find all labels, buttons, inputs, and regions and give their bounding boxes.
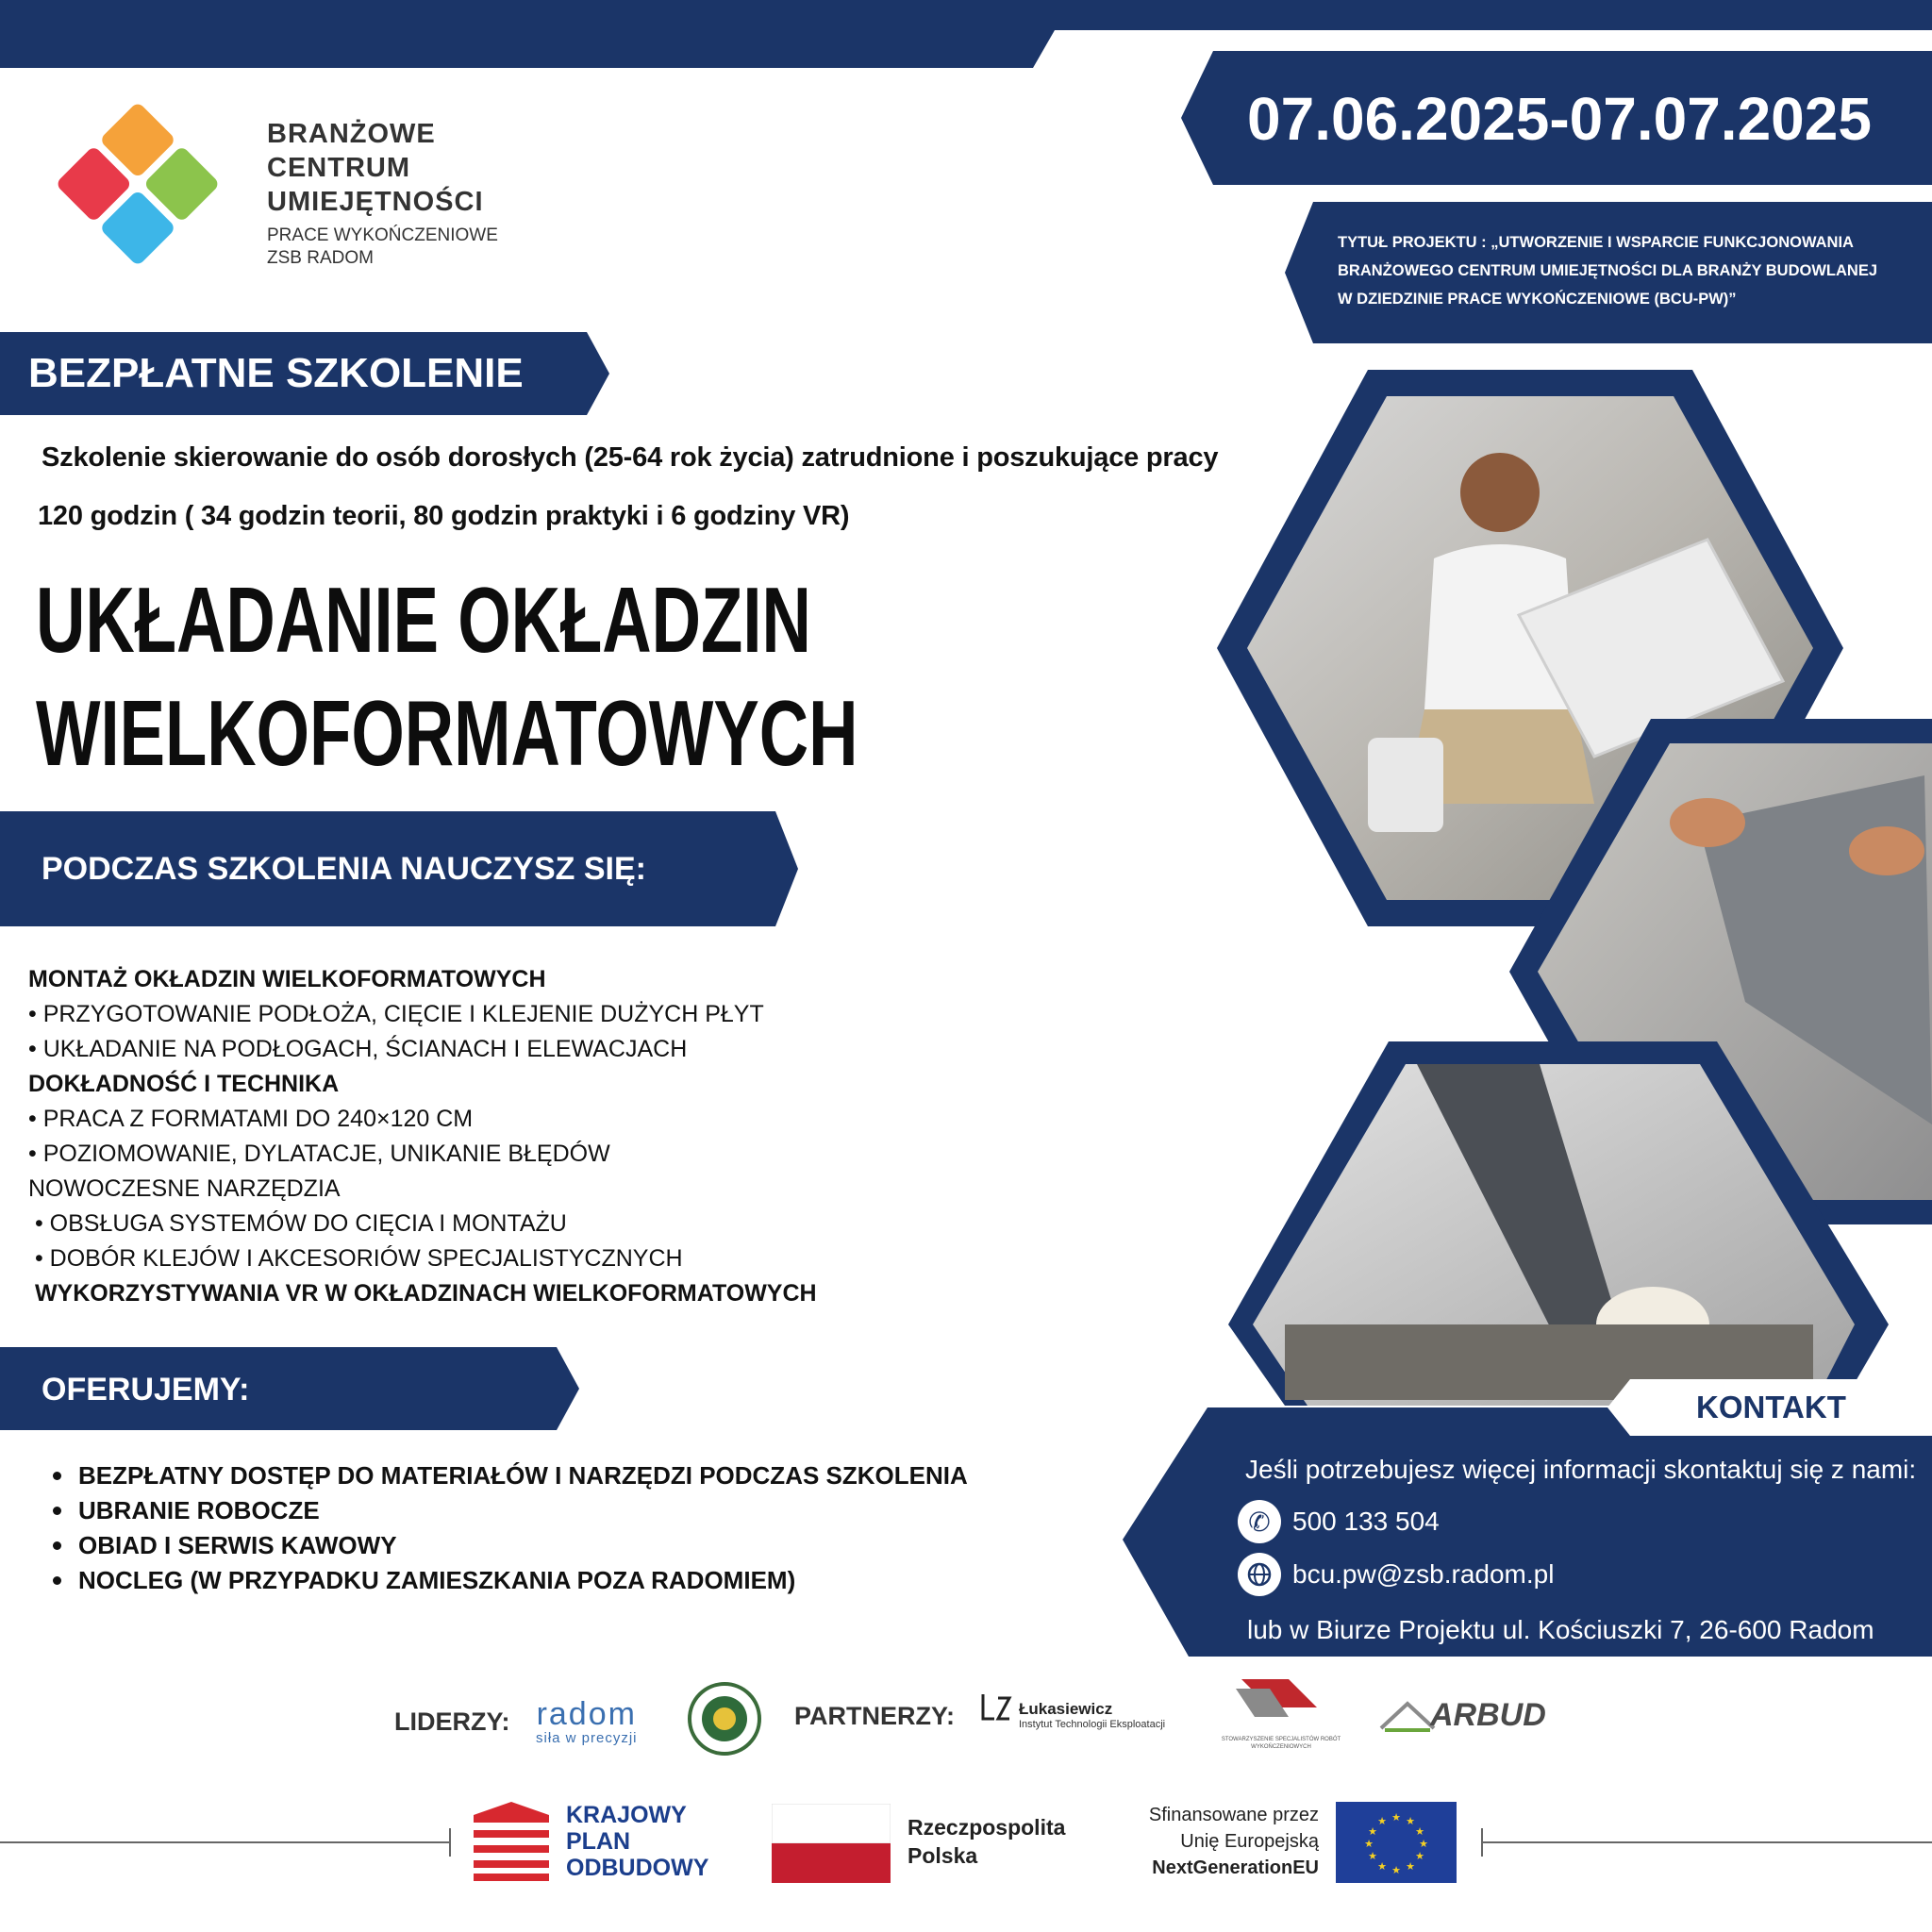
- footer-rule-left: [0, 1841, 449, 1843]
- polish-flag: [772, 1804, 891, 1883]
- svg-text:★: ★: [1406, 1860, 1415, 1873]
- offer-item: [53, 1528, 968, 1563]
- svg-text:★: ★: [1364, 1838, 1374, 1850]
- footer-rule-right-cap: [1481, 1828, 1483, 1857]
- svg-text:★: ★: [1415, 1825, 1424, 1838]
- bullet-icon: [53, 1576, 61, 1585]
- leaders-label: LIDERZY:: [394, 1707, 510, 1736]
- training-dates: 07.06.2025-07.07.2025: [1247, 85, 1872, 153]
- eu-text: [1094, 1802, 1319, 1881]
- ssrw-logo-text: STOWARZYSZENIE SPECJALISTÓW ROBÓT WYKOŃCZENIOWYCH: [1221, 1737, 1341, 1750]
- learn-item: • PRACA Z FORMATAMI DO 240×120 CM: [28, 1106, 474, 1132]
- lukasiewicz-sub: Instytut Technologii Eksploatacji: [1019, 1719, 1166, 1730]
- kpo-line-3: ODBUDOWY: [566, 1855, 709, 1881]
- kpo-logo-mark: [474, 1802, 549, 1881]
- free-training-label: BEZPŁATNE SZKOLENIE: [28, 350, 524, 396]
- contact-header: KONTAKT: [1696, 1390, 1846, 1424]
- house-icon: [1379, 1696, 1436, 1734]
- svg-text:★: ★: [1377, 1815, 1387, 1827]
- svg-text:★: ★: [1391, 1864, 1401, 1876]
- audience-text: Szkolenie skierowanie do osób dorosłych (25-64 rok życia) zatrudnione i poszukujące pracy: [42, 442, 1219, 473]
- learn-item: • POZIOMOWANIE, DYLATACJE, UNIKANIE BŁĘDÓW: [28, 1141, 610, 1167]
- brand-line-2: CENTRUM: [267, 153, 410, 183]
- kpo-line-2: PLAN: [566, 1828, 631, 1855]
- learn-item: • UKŁADANIE NA PODŁOGACH, ŚCIANACH I ELEWACJACH: [28, 1036, 688, 1062]
- svg-text:★: ★: [1368, 1825, 1377, 1838]
- brand-line-3: UMIEJĘTNOŚCI: [267, 187, 484, 217]
- project-title-line-2: BRANŻOWEGO CENTRUM UMIEJĘTNOŚCI DLA BRANŻY BUDOWLANEJ: [1338, 262, 1877, 279]
- learn-item: WYKORZYSTYWANIA VR W OKŁADZINACH WIELKOFORMATOWYCH: [28, 1280, 817, 1307]
- lukasiewicz-icon: [979, 1690, 1013, 1724]
- offer-item-text: UBRANIE ROBOCZE: [78, 1496, 320, 1524]
- arbud-name: ARBUD: [1430, 1696, 1546, 1733]
- svg-text:★: ★: [1419, 1838, 1428, 1850]
- project-title-line-1: TYTUŁ PROJEKTU : „UTWORZENIE I WSPARCIE FUNKCJONOWANIA: [1338, 234, 1854, 251]
- learn-item: • OBSŁUGA SYSTEMÓW DO CIĘCIA I MONTAŻU: [28, 1210, 567, 1237]
- offer-list: [53, 1458, 968, 1598]
- arbud-logo: [1379, 1696, 1546, 1734]
- eu-flag: [1336, 1802, 1457, 1883]
- bullet-icon: [53, 1472, 61, 1480]
- project-title: [1338, 228, 1877, 313]
- learn-item: • DOBÓR KLEJÓW I AKCESORIÓW SPECJALISTYCZNYCH: [28, 1245, 683, 1272]
- kpo-text: [566, 1802, 708, 1881]
- learn-item: NOWOCZESNE NARZĘDZIA: [28, 1175, 341, 1202]
- bcu-logo-mark: [26, 75, 249, 292]
- phone-number[interactable]: 500 133 504: [1292, 1507, 1440, 1536]
- svg-text:★: ★: [1391, 1811, 1401, 1824]
- offer-item-text: NOCLEG (W PRZYPADKU ZAMIESZKANIA POZA RADOMIEM): [78, 1566, 796, 1594]
- eu-line-2: Unię Europejską: [1180, 1831, 1319, 1852]
- learn-list: [28, 962, 817, 1311]
- project-title-line-3: W DZIEDZINIE PRACE WYKOŃCZENIOWE (BCU-PW)”: [1338, 291, 1737, 308]
- lukasiewicz-name: Łukasiewicz: [1019, 1700, 1113, 1718]
- globe-icon: [1238, 1553, 1281, 1596]
- bullet-icon: [53, 1507, 61, 1515]
- footer-rule-right: [1483, 1841, 1932, 1843]
- contact-intro: Jeśli potrzebujesz więcej informacji skontaktuj się z nami:: [1245, 1455, 1917, 1484]
- course-title-line-2: WIELKOFORMATOWYCH: [36, 681, 858, 785]
- learn-item: DOKŁADNOŚĆ I TECHNIKA: [28, 1071, 340, 1097]
- kpo-line-1: KRAJOWY: [566, 1802, 687, 1828]
- svg-text:★: ★: [1368, 1850, 1377, 1862]
- contact-address: lub w Biurze Projektu ul. Kościuszki 7, 26-600 Radom: [1247, 1615, 1874, 1644]
- offer-item: [53, 1458, 968, 1493]
- brand-line-5: ZSB RADOM: [267, 248, 374, 268]
- bullet-icon: [53, 1541, 61, 1550]
- offer-item-text: BEZPŁATNY DOSTĘP DO MATERIAŁÓW I NARZĘDZI PODCZAS SZKOLENIA: [78, 1461, 968, 1490]
- offer-item: [53, 1563, 968, 1598]
- svg-text:★: ★: [1406, 1815, 1415, 1827]
- learn-header: PODCZAS SZKOLENIA NAUCZYSZ SIĘ:: [42, 851, 646, 887]
- offer-item-text: OBIAD I SERWIS KAWOWY: [78, 1531, 397, 1559]
- footer-rule-left-cap: [449, 1828, 451, 1857]
- phone-icon: ✆: [1238, 1500, 1281, 1543]
- offer-item: [53, 1493, 968, 1528]
- brand-line-1: BRANŻOWE: [267, 119, 436, 149]
- hours-text: 120 godzin ( 34 godzin teorii, 80 godzin praktyki i 6 godziny VR): [38, 501, 850, 531]
- learn-item: • PRZYGOTOWANIE PODŁOŻA, CIĘCIE I KLEJENIE DUŻYCH PŁYT: [28, 1001, 764, 1027]
- partners-label: PARTNERZY:: [794, 1702, 955, 1730]
- ssrw-logo-mark: [1232, 1679, 1319, 1726]
- offer-header: OFERUJEMY:: [42, 1372, 250, 1407]
- svg-text:★: ★: [1415, 1850, 1424, 1862]
- course-title-line-1: UKŁADANIE OKŁADZIN: [36, 568, 811, 672]
- brand-text: [267, 117, 498, 270]
- email-address[interactable]: bcu.pw@zsb.radom.pl: [1292, 1559, 1555, 1589]
- svg-text:★: ★: [1377, 1860, 1387, 1873]
- hex-photo-cutting: [1228, 1041, 1889, 1406]
- eu-line-3: NextGenerationEU: [1152, 1857, 1319, 1878]
- brand-line-4: PRACE WYKOŃCZENIOWE: [267, 225, 498, 245]
- email-row[interactable]: [1238, 1553, 1554, 1596]
- radom-logo: [536, 1698, 638, 1746]
- learn-item: MONTAŻ OKŁADZIN WIELKOFORMATOWYCH: [28, 966, 546, 992]
- radom-logo-tagline: siła w precyzji: [536, 1730, 638, 1746]
- eu-line-1: Sfinansowane przez: [1148, 1805, 1319, 1825]
- lukasiewicz-logo: [979, 1690, 1165, 1730]
- rp-line-1: Rzeczpospolita: [908, 1815, 1066, 1840]
- rp-line-2: Polska: [908, 1843, 978, 1868]
- radom-logo-word: radom: [536, 1696, 637, 1732]
- rp-text: [908, 1813, 1065, 1870]
- school-seal-logo: [687, 1681, 762, 1757]
- phone-row[interactable]: [1238, 1500, 1440, 1543]
